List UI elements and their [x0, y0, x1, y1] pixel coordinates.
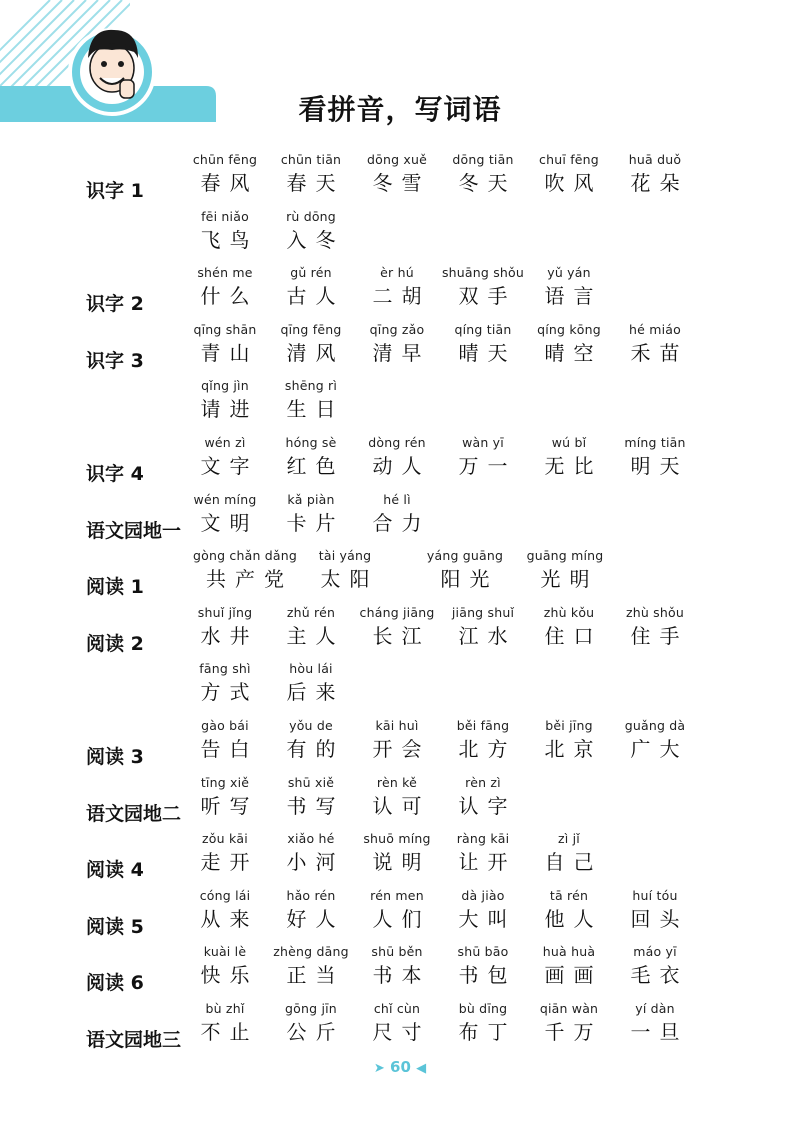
word-item	[352, 888, 442, 934]
pinyin-text: guǎng dà	[624, 718, 686, 733]
hanzi-text: 让开	[458, 850, 517, 875]
word-item	[420, 548, 510, 594]
word-item	[266, 775, 356, 821]
pinyin-text: yáng guāng	[426, 548, 504, 564]
pinyin-text: rèn kě	[376, 774, 418, 790]
word-item	[352, 605, 442, 651]
word-item	[438, 435, 528, 481]
hanzi-text: 语言	[544, 284, 603, 309]
pinyin-text: wén zì	[204, 435, 246, 450]
pinyin-text: yí dàn	[635, 1001, 675, 1016]
hanzi-text: 走开	[200, 850, 259, 875]
pinyin-text: xiǎo hé	[287, 831, 335, 847]
word-item	[610, 944, 700, 990]
pinyin-text: huà huà	[542, 944, 596, 960]
hanzi-text: 住手	[630, 623, 689, 648]
hanzi-text: 晴天	[458, 340, 517, 365]
word-item	[180, 1001, 270, 1047]
word-item	[438, 605, 528, 651]
word-item	[266, 492, 356, 538]
hanzi-text: 主人	[286, 623, 345, 648]
arrow-left-icon: ◀	[416, 1061, 427, 1076]
pinyin-text: hé lì	[383, 491, 411, 507]
row-label: 识字 4	[86, 463, 144, 485]
pinyin-text: shū běn	[371, 944, 423, 960]
word-item	[352, 831, 442, 877]
word-item	[438, 265, 528, 311]
hanzi-text: 动人	[372, 454, 431, 478]
word-row	[0, 605, 800, 659]
hanzi-text: 禾苗	[630, 340, 689, 365]
word-item	[438, 718, 528, 764]
pinyin-text: wàn yī	[462, 435, 504, 450]
hanzi-text: 一旦	[630, 1020, 689, 1044]
row-label: 识字 2	[86, 293, 144, 316]
pinyin-text: yǒu de	[289, 718, 333, 733]
pinyin-text: shuǐ jǐng	[197, 604, 253, 620]
hanzi-text: 冬天	[458, 171, 517, 195]
hanzi-text: 明天	[630, 454, 689, 478]
word-item	[266, 265, 356, 311]
hanzi-text: 回头	[630, 906, 689, 931]
pinyin-text: tā rén	[549, 887, 589, 903]
pinyin-text: shū bāo	[457, 944, 509, 960]
row-label: 阅读 5	[86, 915, 144, 938]
pinyin-text: dòng rén	[368, 435, 426, 450]
word-item	[610, 605, 700, 651]
word-item	[610, 1001, 700, 1047]
pinyin-text: cóng lái	[199, 887, 251, 903]
word-item	[524, 1001, 614, 1047]
hanzi-text: 不止	[200, 1020, 259, 1044]
word-item	[352, 152, 442, 198]
hanzi-text: 春天	[286, 171, 345, 195]
word-item	[266, 605, 356, 651]
pinyin-text: shuāng shǒu	[441, 265, 525, 281]
word-item	[610, 718, 700, 764]
word-row	[0, 661, 800, 715]
hanzi-text: 住口	[544, 623, 603, 648]
hanzi-text: 什么	[200, 284, 259, 309]
hanzi-text: 认字	[458, 793, 517, 818]
pinyin-text: shū xiě	[287, 774, 335, 790]
pinyin-text: chuī fēng	[539, 152, 599, 167]
hanzi-text: 好人	[286, 906, 345, 931]
hanzi-text: 有的	[286, 737, 345, 761]
row-label: 语文园地二	[86, 802, 182, 825]
pinyin-text: wú bǐ	[551, 435, 587, 450]
hanzi-text: 尺寸	[372, 1020, 431, 1044]
word-item	[180, 492, 270, 538]
word-item	[266, 378, 356, 424]
pinyin-text: zhù shǒu	[626, 604, 684, 620]
word-item	[266, 888, 356, 934]
pinyin-text: dōng xuě	[366, 152, 428, 167]
pinyin-text: guāng míng	[526, 548, 604, 564]
hanzi-text: 光明	[540, 567, 599, 592]
pinyin-text: zì jǐ	[558, 831, 580, 847]
row-label: 阅读 1	[86, 576, 144, 599]
word-item	[438, 1001, 528, 1047]
word-item	[352, 435, 442, 481]
hanzi-text: 说明	[372, 850, 431, 875]
word-item	[610, 888, 700, 934]
word-item	[352, 718, 442, 764]
pinyin-text: wén míng	[193, 491, 257, 507]
pinyin-text: shuō míng	[363, 831, 431, 847]
hanzi-text: 古人	[286, 284, 345, 309]
hanzi-text: 双手	[458, 284, 517, 309]
hanzi-text: 告白	[200, 737, 259, 761]
hanzi-text: 无比	[544, 454, 603, 478]
hanzi-text: 请进	[200, 397, 259, 422]
word-item	[524, 435, 614, 481]
pinyin-text: zhù kǒu	[543, 604, 595, 620]
word-item	[266, 718, 356, 764]
word-item	[266, 661, 356, 707]
pinyin-text: zhǔ rén	[286, 604, 336, 620]
pinyin-text: jiāng shuǐ	[451, 604, 515, 620]
hanzi-text: 画画	[544, 963, 603, 988]
pinyin-text: míng tiān	[624, 435, 686, 450]
word-item	[524, 831, 614, 877]
page-number	[0, 1058, 800, 1076]
arrow-right-icon: ➤	[373, 1061, 385, 1076]
pinyin-text: qīng fēng	[280, 321, 342, 337]
pinyin-text: rù dōng	[286, 208, 336, 224]
pinyin-text: dà jiào	[461, 887, 505, 903]
word-item	[524, 322, 614, 368]
word-item	[524, 152, 614, 198]
word-item	[180, 378, 270, 424]
word-row	[0, 944, 800, 998]
pinyin-text: qíng tiān	[454, 321, 512, 337]
word-item	[524, 605, 614, 651]
hanzi-text: 北京	[544, 737, 603, 761]
hanzi-text: 千万	[544, 1020, 603, 1044]
pinyin-text: qīng zǎo	[369, 321, 425, 337]
hanzi-text: 太阳	[320, 567, 379, 592]
pinyin-text: hòu lái	[289, 661, 333, 677]
pinyin-text: zǒu kāi	[202, 831, 248, 847]
pinyin-text: máo yī	[633, 944, 677, 960]
row-label: 阅读 4	[86, 859, 144, 882]
hanzi-text: 冬雪	[372, 171, 431, 195]
word-item	[180, 605, 270, 651]
pinyin-text: ràng kāi	[456, 831, 510, 847]
pinyin-text: tài yáng	[318, 548, 372, 564]
hanzi-text: 快乐	[200, 963, 259, 988]
hanzi-text: 从来	[200, 906, 259, 931]
word-item	[266, 1001, 356, 1047]
hanzi-text: 书写	[286, 793, 345, 818]
pinyin-text: hǎo rén	[286, 887, 336, 903]
hanzi-text: 他人	[544, 906, 603, 931]
word-item	[266, 209, 356, 255]
row-label: 语文园地三	[86, 1029, 182, 1051]
hanzi-text: 文字	[200, 454, 259, 478]
pinyin-text: qíng kōng	[537, 321, 601, 337]
word-item	[352, 492, 442, 538]
hanzi-text: 人们	[372, 906, 431, 931]
word-item	[190, 548, 300, 594]
pinyin-text: bù dīng	[458, 1001, 508, 1016]
word-item	[610, 435, 700, 481]
hanzi-text: 春风	[200, 171, 259, 195]
pinyin-text: zhèng dāng	[273, 944, 349, 960]
hanzi-text: 万一	[458, 454, 517, 478]
hanzi-text: 卡片	[286, 510, 345, 535]
hanzi-text: 北方	[458, 737, 517, 761]
pinyin-text: gōng jīn	[285, 1001, 337, 1016]
hanzi-text: 红色	[286, 454, 345, 478]
pinyin-text: gòng chǎn dǎng	[192, 548, 297, 564]
word-item	[266, 435, 356, 481]
hanzi-text: 广大	[630, 737, 689, 761]
word-item	[524, 265, 614, 311]
hanzi-text: 书包	[458, 963, 517, 988]
word-item	[180, 152, 270, 198]
hanzi-text: 水井	[200, 623, 259, 648]
hanzi-text: 方式	[200, 680, 259, 705]
word-item	[266, 152, 356, 198]
pinyin-text: èr hú	[380, 265, 414, 281]
pinyin-text: cháng jiāng	[359, 604, 435, 620]
pinyin-text: chǐ cùn	[373, 1001, 421, 1016]
pinyin-text: huí tóu	[632, 887, 678, 903]
word-item	[438, 322, 528, 368]
word-row	[0, 492, 800, 546]
pinyin-text: rén men	[370, 887, 424, 903]
pinyin-text: běi fāng	[456, 718, 510, 733]
pinyin-text: kǎ piàn	[287, 491, 335, 507]
hanzi-text: 认可	[372, 793, 431, 818]
word-item	[180, 888, 270, 934]
hanzi-text: 大叫	[458, 906, 517, 931]
hanzi-text: 江水	[458, 623, 517, 648]
hanzi-text: 阳光	[440, 567, 499, 592]
word-item	[352, 775, 442, 821]
hanzi-text: 听写	[200, 793, 259, 818]
word-item	[352, 265, 442, 311]
pinyin-text: hé miáo	[629, 321, 681, 337]
row-label: 阅读 2	[86, 632, 144, 655]
pinyin-text: shēng rì	[284, 378, 338, 394]
pinyin-text: chūn fēng	[192, 152, 258, 167]
hanzi-text: 正当	[286, 963, 345, 988]
word-item	[438, 831, 528, 877]
pinyin-text: kuài lè	[203, 944, 247, 960]
pinyin-text: hóng sè	[285, 435, 337, 450]
pinyin-text: bù zhǐ	[205, 1001, 245, 1016]
pinyin-text: gào bái	[201, 718, 249, 733]
hanzi-text: 长江	[372, 623, 431, 648]
word-row	[0, 209, 800, 263]
word-item	[524, 888, 614, 934]
word-item	[266, 944, 356, 990]
word-item	[180, 322, 270, 368]
word-row	[0, 322, 800, 376]
word-item	[520, 548, 610, 594]
hanzi-text: 吹风	[544, 171, 603, 195]
pinyin-text: běi jīng	[545, 718, 593, 733]
hanzi-text: 毛衣	[630, 963, 689, 988]
pinyin-text: huā duǒ	[628, 152, 682, 167]
hanzi-text: 小河	[286, 850, 345, 875]
word-item	[180, 775, 270, 821]
row-label: 语文园地一	[86, 519, 182, 542]
word-row	[0, 548, 800, 602]
pinyin-text: fēi niǎo	[201, 208, 249, 224]
hanzi-text: 合力	[372, 510, 431, 535]
page-title: 看拼音，写词语	[298, 93, 502, 126]
pinyin-text: kāi huì	[375, 718, 419, 733]
word-item	[352, 944, 442, 990]
pinyin-text: dōng tiān	[452, 152, 514, 167]
row-label: 识字 1	[86, 180, 144, 202]
row-label: 识字 3	[86, 349, 144, 372]
page-number-text: 60	[390, 1058, 411, 1076]
word-row	[0, 378, 800, 432]
word-item	[266, 322, 356, 368]
word-row	[0, 265, 800, 319]
word-item	[610, 152, 700, 198]
word-item	[610, 322, 700, 368]
word-item	[180, 831, 270, 877]
word-item	[300, 548, 390, 594]
word-item	[180, 435, 270, 481]
word-row	[0, 1001, 800, 1055]
pinyin-text: shén me	[197, 265, 253, 281]
word-item	[180, 944, 270, 990]
pinyin-text: fāng shì	[199, 661, 251, 677]
pinyin-text: chūn tiān	[280, 152, 342, 167]
hanzi-text: 公斤	[286, 1020, 345, 1044]
word-item	[438, 775, 528, 821]
word-item	[180, 209, 270, 255]
pinyin-text: tīng xiě	[200, 774, 250, 790]
row-label: 阅读 6	[86, 972, 144, 995]
word-item	[438, 152, 528, 198]
hanzi-text: 花朵	[630, 171, 689, 195]
pinyin-text: qiān wàn	[539, 1001, 599, 1016]
pinyin-text: rèn zì	[465, 774, 501, 790]
pinyin-text: gǔ rén	[290, 265, 332, 281]
word-row	[0, 152, 800, 206]
hanzi-text: 布丁	[458, 1020, 517, 1044]
word-row	[0, 435, 800, 489]
word-row	[0, 831, 800, 885]
word-item	[352, 322, 442, 368]
word-item	[438, 888, 528, 934]
pinyin-text: qǐng jìn	[201, 378, 249, 394]
hanzi-text: 书本	[372, 963, 431, 988]
word-item	[180, 265, 270, 311]
hanzi-text: 清早	[372, 340, 431, 365]
hanzi-text: 后来	[286, 680, 345, 705]
hanzi-text: 青山	[200, 340, 259, 365]
word-item	[438, 944, 528, 990]
word-item	[266, 831, 356, 877]
pinyin-text: qīng shān	[193, 321, 257, 337]
hanzi-text: 晴空	[544, 340, 603, 365]
hanzi-text: 文明	[200, 510, 259, 535]
hanzi-text: 飞鸟	[200, 227, 259, 252]
hanzi-text: 二胡	[372, 284, 431, 309]
pinyin-text: yǔ yán	[547, 265, 591, 281]
word-item	[352, 1001, 442, 1047]
hanzi-text: 自己	[544, 850, 603, 875]
hanzi-text: 共产党	[206, 567, 293, 592]
word-row	[0, 718, 800, 772]
word-row	[0, 888, 800, 942]
hanzi-text: 生日	[286, 397, 345, 422]
row-label: 阅读 3	[86, 746, 144, 768]
hanzi-text: 清风	[286, 340, 345, 365]
word-row	[0, 775, 800, 829]
word-item	[524, 718, 614, 764]
word-item	[180, 661, 270, 707]
hanzi-text: 入冬	[286, 227, 345, 252]
word-item	[524, 944, 614, 990]
hanzi-text: 开会	[372, 737, 431, 761]
word-item	[180, 718, 270, 764]
